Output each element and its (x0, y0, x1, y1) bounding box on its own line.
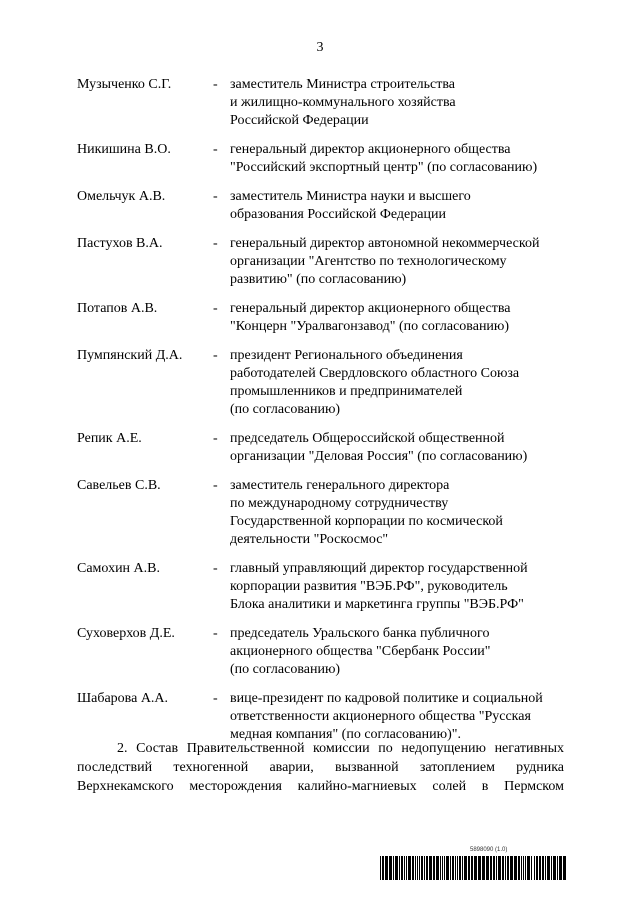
member-name: Репик А.Е. (77, 431, 142, 446)
member-role-line: организации "Агентство по технологическому (230, 254, 507, 269)
barcode-icon (380, 856, 566, 880)
member-row (77, 141, 577, 177)
member-role (230, 235, 577, 289)
member-role-line: (по согласованию) (230, 662, 341, 677)
member-dash: - (213, 478, 218, 493)
member-role-line: (по согласованию) (230, 402, 341, 417)
member-role-line: образования Российской Федерации (230, 207, 446, 222)
member-dash: - (213, 626, 218, 641)
member-role-line: заместитель Министра строительства (230, 77, 456, 92)
member-role (230, 76, 577, 130)
member-role-line: корпорации развития "ВЭБ.РФ", руководитель (230, 579, 508, 594)
member-row (77, 560, 577, 614)
member-dash: - (213, 348, 218, 363)
member-role-line: "Концерн "Уралвагонзавод" (по согласованию) (230, 319, 510, 334)
member-name: Музыченко С.Г. (77, 77, 172, 92)
member-role (230, 300, 577, 336)
member-name: Потапов А.В. (77, 301, 158, 316)
paragraph-line: Верхнекамского месторождения калийно-магниевых солей в Пермском (77, 779, 564, 794)
member-role (230, 625, 577, 679)
member-role-line: и жилищно-коммунального хозяйства (230, 95, 456, 110)
member-dash: - (213, 301, 218, 316)
member-row (77, 430, 577, 466)
member-dash: - (213, 142, 218, 157)
member-dash: - (213, 431, 218, 446)
member-role-line: председатель Общероссийской общественной (230, 431, 505, 446)
member-row (77, 76, 577, 130)
member-role-line: по международному сотрудничеству (230, 496, 449, 511)
member-role-line: Государственной корпорации по космической (230, 514, 503, 529)
member-row (77, 477, 577, 549)
member-role-line: Блока аналитики и маркетинга группы "ВЭБ.РФ" (230, 597, 524, 612)
member-name: Пастухов В.А. (77, 236, 163, 251)
member-row (77, 235, 577, 289)
member-role (230, 141, 577, 177)
member-role-line: президент Регионального объединения (230, 348, 463, 363)
member-dash: - (213, 691, 218, 706)
member-role (230, 430, 577, 466)
member-role-line: председатель Уральского банка публичного (230, 626, 490, 641)
member-role-line: развитию" (по согласованию) (230, 272, 407, 287)
member-name: Омельчук А.В. (77, 189, 166, 204)
member-name: Пумпянский Д.А. (77, 348, 183, 363)
member-role-line: главный управляющий директор государственной (230, 561, 528, 576)
member-dash: - (213, 236, 218, 251)
member-role-line: генеральный директор акционерного общества (230, 301, 511, 316)
member-role-line: генеральный директор акционерного общества (230, 142, 511, 157)
member-dash: - (213, 189, 218, 204)
member-role-line: заместитель генерального директора (230, 478, 450, 493)
member-role-line: деятельности "Роскосмос" (230, 532, 389, 547)
member-role-line: вице-президент по кадровой политике и социальной (230, 691, 543, 706)
member-role-line: генеральный директор автономной некоммерческой (230, 236, 540, 251)
member-role (230, 347, 577, 419)
member-name: Никишина В.О. (77, 142, 171, 157)
member-row (77, 690, 577, 744)
body-paragraph (77, 739, 564, 796)
paragraph-line: последствий техногенной аварии, вызванной затоплением рудника (77, 760, 564, 775)
member-name: Савельев С.В. (77, 478, 161, 493)
member-role-line: Российской Федерации (230, 113, 369, 128)
member-role-line: ответственности акционерного общества "Русская (230, 709, 531, 724)
member-role-line: заместитель Министра науки и высшего (230, 189, 471, 204)
paragraph-line: 2. Состав Правительственной комиссии по недопущению негативных (117, 741, 564, 756)
member-name: Самохин А.В. (77, 561, 160, 576)
member-role-line: работодателей Свердловского областного Союза (230, 366, 520, 381)
member-row (77, 347, 577, 419)
member-role-line: медная компания" (по согласованию)". (230, 727, 461, 742)
member-row (77, 188, 577, 224)
document-code: 5898090 (1.0) (470, 847, 508, 853)
member-name: Суховерхов Д.Е. (77, 626, 175, 641)
member-role (230, 477, 577, 549)
member-dash: - (213, 77, 218, 92)
member-dash: - (213, 561, 218, 576)
member-row (77, 625, 577, 679)
member-role (230, 560, 577, 614)
member-name: Шабарова А.А. (77, 691, 169, 706)
page-number: 3 (316, 40, 324, 55)
member-role-line: акционерного общества "Сбербанк России" (230, 644, 491, 659)
member-role (230, 690, 577, 744)
member-role-line: промышленников и предпринимателей (230, 384, 463, 399)
member-role-line: "Российский экспортный центр" (по согласованию) (230, 160, 538, 175)
member-role (230, 188, 577, 224)
member-role-line: организации "Деловая Россия" (по согласованию) (230, 449, 528, 464)
member-row (77, 300, 577, 336)
member-list (77, 76, 577, 755)
